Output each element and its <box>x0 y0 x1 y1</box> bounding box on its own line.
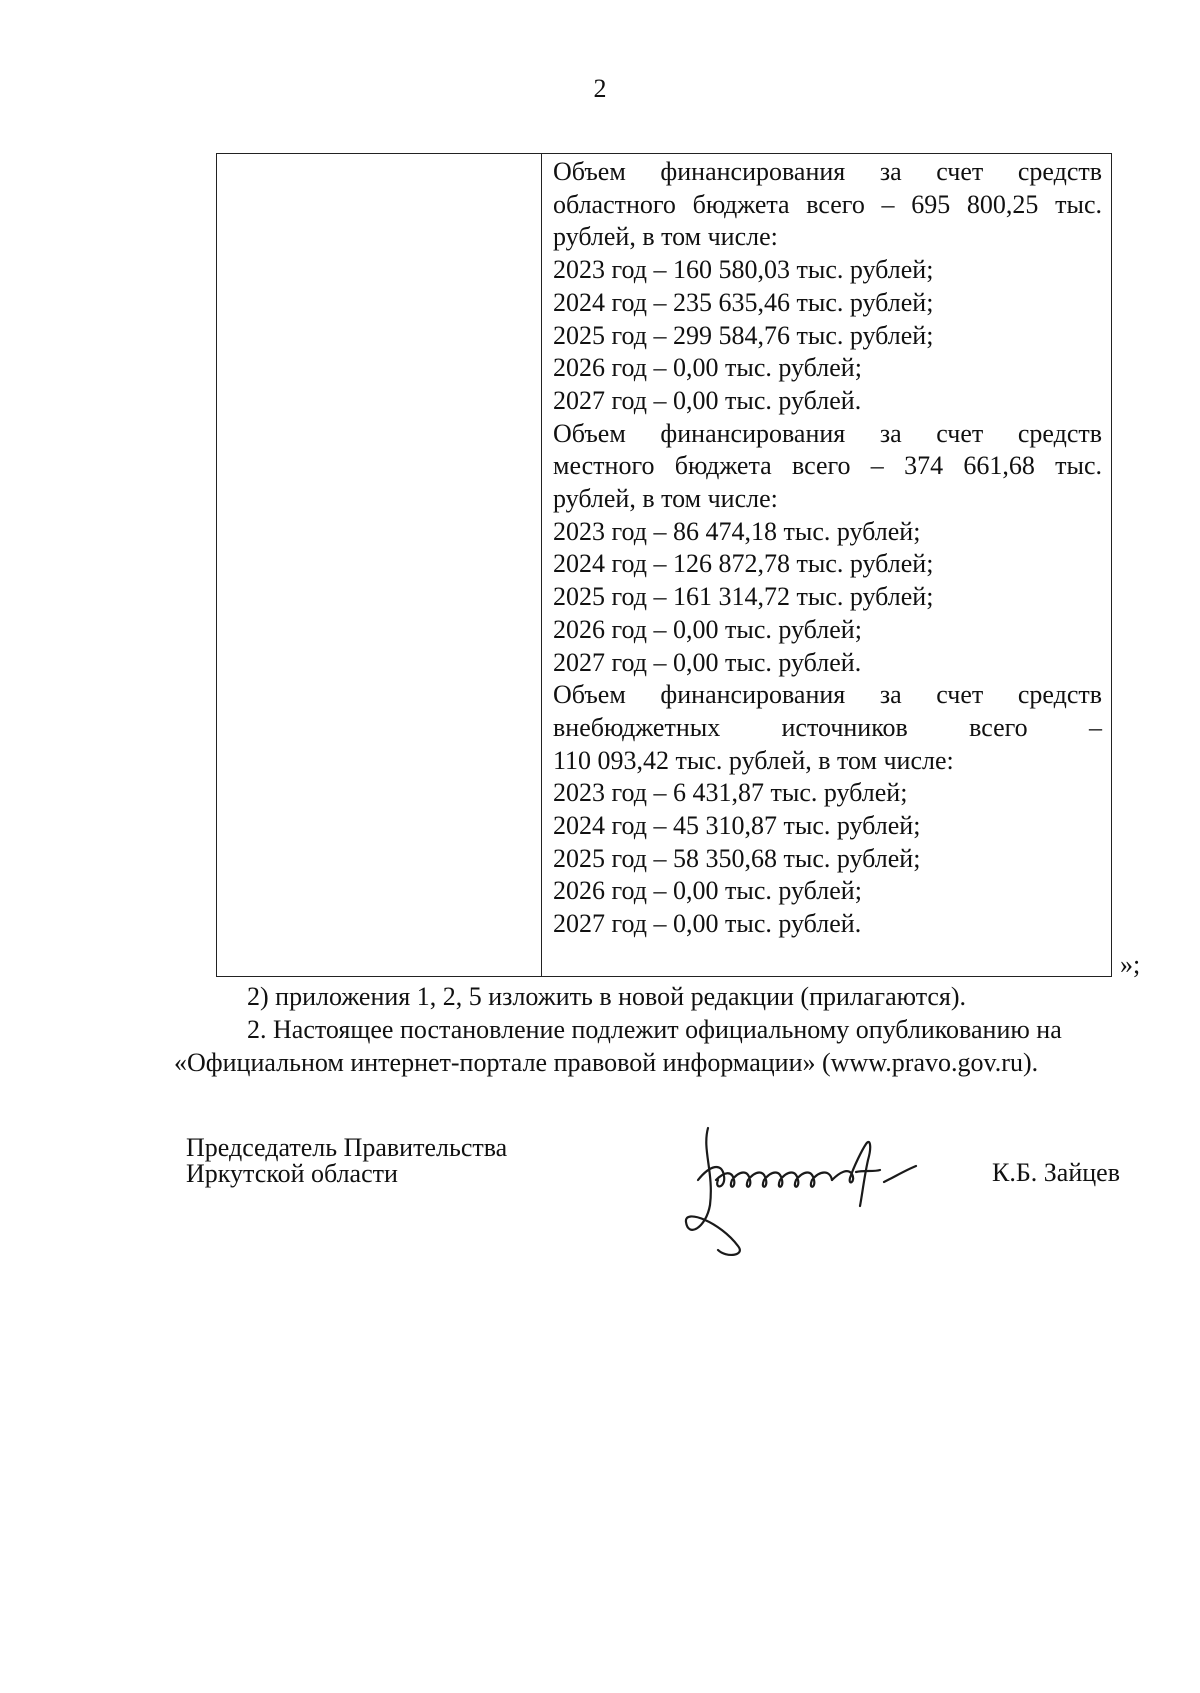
funding-line: рублей, в том числе: <box>553 484 778 514</box>
funding-line: 2026 год – 0,00 тыс. рублей; <box>553 614 862 644</box>
closing-quote: »; <box>1120 950 1141 979</box>
funding-line: 2027 год – 0,00 тыс. рублей. <box>553 385 862 415</box>
paragraph-publication-cont: «Официальном интернет-портале правовой информации» (www.pravo.gov.ru). <box>174 1048 1039 1077</box>
funding-line: 2025 год – 58 350,68 тыс. рублей; <box>553 843 921 873</box>
funding-line: 2025 год – 299 584,76 тыс. рублей; <box>553 320 934 350</box>
funding-line: областного бюджета всего – 695 800,25 тыс. <box>553 189 1102 219</box>
funding-line: 2025 год – 161 314,72 тыс. рублей; <box>553 582 934 612</box>
funding-word: – <box>1088 712 1102 742</box>
signer-title <box>186 1135 507 1187</box>
signer-title-line: Председатель Правительства <box>186 1133 508 1162</box>
funding-line: 110 093,42 тыс. рублей, в том числе: <box>553 745 954 775</box>
funding-line: 2023 год – 86 474,18 тыс. рублей; <box>553 516 921 546</box>
funding-line: 2024 год – 45 310,87 тыс. рублей; <box>553 811 921 841</box>
funding-line: Объем финансирования за счет средств <box>553 157 1102 186</box>
handwritten-signature <box>680 1110 980 1260</box>
funding-table-value-cell <box>542 154 1111 976</box>
funding-table-label-cell <box>217 154 542 976</box>
paragraph-publication: 2. Настоящее постановление подлежит официальному опубликованию на <box>247 1015 1062 1044</box>
funding-line: местного бюджета всего – 374 661,68 тыс. <box>553 451 1102 481</box>
funding-word: источников <box>781 712 908 742</box>
funding-line: 2023 год – 6 431,87 тыс. рублей; <box>553 778 908 808</box>
funding-line: 2026 год – 0,00 тыс. рублей; <box>553 353 862 383</box>
paragraph-appendices: 2) приложения 1, 2, 5 изложить в новой редакции (прилагаются). <box>247 982 967 1011</box>
funding-line: 2026 год – 0,00 тыс. рублей; <box>553 876 862 906</box>
funding-line: Объем финансирования за счет средств <box>553 418 1102 448</box>
funding-line: 2023 год – 160 580,03 тыс. рублей; <box>553 255 934 285</box>
funding-word: внебюджетных <box>553 712 721 742</box>
funding-line: 2024 год – 235 635,46 тыс. рублей; <box>553 287 934 317</box>
funding-line: Объем финансирования за счет средств <box>553 680 1102 710</box>
funding-line <box>553 712 1102 745</box>
page-number: 2 <box>593 74 607 103</box>
funding-table <box>216 153 1112 977</box>
funding-word: всего <box>969 712 1028 742</box>
signer-name: К.Б. Зайцев <box>992 1158 1120 1187</box>
funding-line: 2027 год – 0,00 тыс. рублей. <box>553 647 862 677</box>
funding-line: 2024 год – 126 872,78 тыс. рублей; <box>553 549 934 579</box>
funding-line: 2027 год – 0,00 тыс. рублей. <box>553 909 862 939</box>
funding-line: рублей, в том числе: <box>553 222 778 252</box>
signer-title-line: Иркутской области <box>186 1159 398 1188</box>
